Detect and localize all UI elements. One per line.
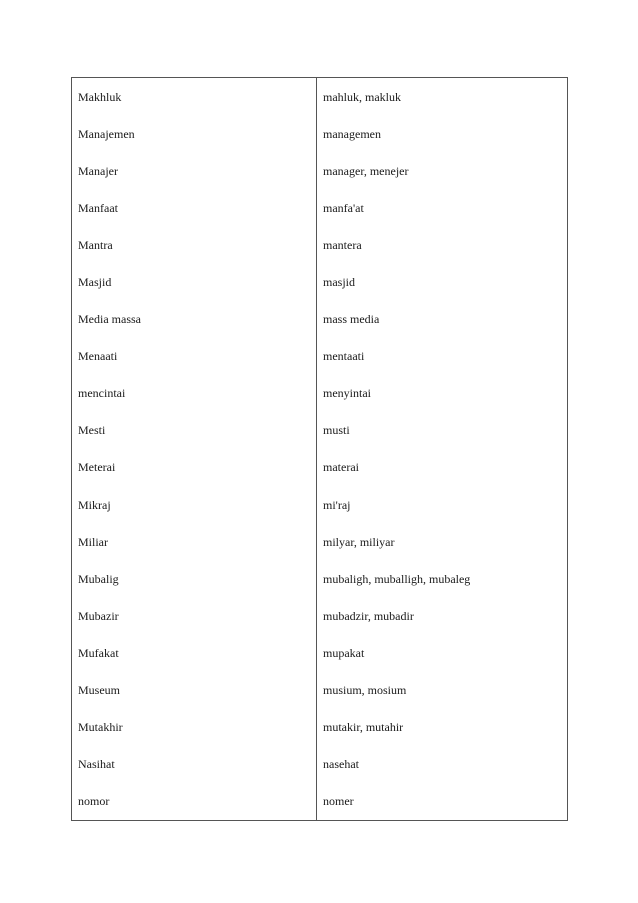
standard-word-cell: Menaati — [72, 338, 317, 375]
table-row — [72, 115, 568, 152]
table-body — [72, 78, 568, 821]
nonstandard-word-cell: musium, mosium — [317, 672, 568, 709]
standard-word-cell: Mubazir — [72, 597, 317, 634]
standard-word-cell: Mikraj — [72, 486, 317, 523]
standard-word-cell: Mesti — [72, 412, 317, 449]
nonstandard-word-cell: milyar, miliyar — [317, 523, 568, 560]
nonstandard-word-cell: materai — [317, 449, 568, 486]
nonstandard-word-cell: mutakir, mutahir — [317, 709, 568, 746]
table-row — [72, 78, 568, 116]
nonstandard-word-cell: masjid — [317, 263, 568, 300]
table-row — [72, 263, 568, 300]
table-row — [72, 560, 568, 597]
table-row — [72, 783, 568, 821]
nonstandard-word-cell: mi'raj — [317, 486, 568, 523]
nonstandard-word-cell: mass media — [317, 301, 568, 338]
standard-word-cell: Manfaat — [72, 189, 317, 226]
word-comparison-table — [71, 77, 568, 821]
table-row — [72, 597, 568, 634]
table-row — [72, 746, 568, 783]
table-row — [72, 412, 568, 449]
nonstandard-word-cell: manager, menejer — [317, 152, 568, 189]
standard-word-cell: Makhluk — [72, 78, 317, 116]
standard-word-cell: Masjid — [72, 263, 317, 300]
nonstandard-word-cell: manfa'at — [317, 189, 568, 226]
table-row — [72, 672, 568, 709]
table-row — [72, 449, 568, 486]
table-row — [72, 189, 568, 226]
table-row — [72, 152, 568, 189]
table-row — [72, 523, 568, 560]
nonstandard-word-cell: musti — [317, 412, 568, 449]
nonstandard-word-cell: mupakat — [317, 634, 568, 671]
table-row — [72, 375, 568, 412]
table-row — [72, 301, 568, 338]
standard-word-cell: Manajemen — [72, 115, 317, 152]
nonstandard-word-cell: mahluk, makluk — [317, 78, 568, 116]
standard-word-cell: Miliar — [72, 523, 317, 560]
standard-word-cell: Mutakhir — [72, 709, 317, 746]
nonstandard-word-cell: mubaligh, muballigh, mubaleg — [317, 560, 568, 597]
standard-word-cell: Mubalig — [72, 560, 317, 597]
standard-word-cell: Mantra — [72, 226, 317, 263]
standard-word-cell: Media massa — [72, 301, 317, 338]
standard-word-cell: mencintai — [72, 375, 317, 412]
table-row — [72, 226, 568, 263]
table-row — [72, 486, 568, 523]
nonstandard-word-cell: mantera — [317, 226, 568, 263]
standard-word-cell: Mufakat — [72, 634, 317, 671]
nonstandard-word-cell: managemen — [317, 115, 568, 152]
table-row — [72, 338, 568, 375]
standard-word-cell: Manajer — [72, 152, 317, 189]
standard-word-cell: Meterai — [72, 449, 317, 486]
nonstandard-word-cell: nasehat — [317, 746, 568, 783]
standard-word-cell: Nasihat — [72, 746, 317, 783]
table-row — [72, 709, 568, 746]
standard-word-cell: Museum — [72, 672, 317, 709]
nonstandard-word-cell: mentaati — [317, 338, 568, 375]
table-row — [72, 634, 568, 671]
nonstandard-word-cell: mubadzir, mubadir — [317, 597, 568, 634]
standard-word-cell: nomor — [72, 783, 317, 821]
nonstandard-word-cell: nomer — [317, 783, 568, 821]
nonstandard-word-cell: menyintai — [317, 375, 568, 412]
